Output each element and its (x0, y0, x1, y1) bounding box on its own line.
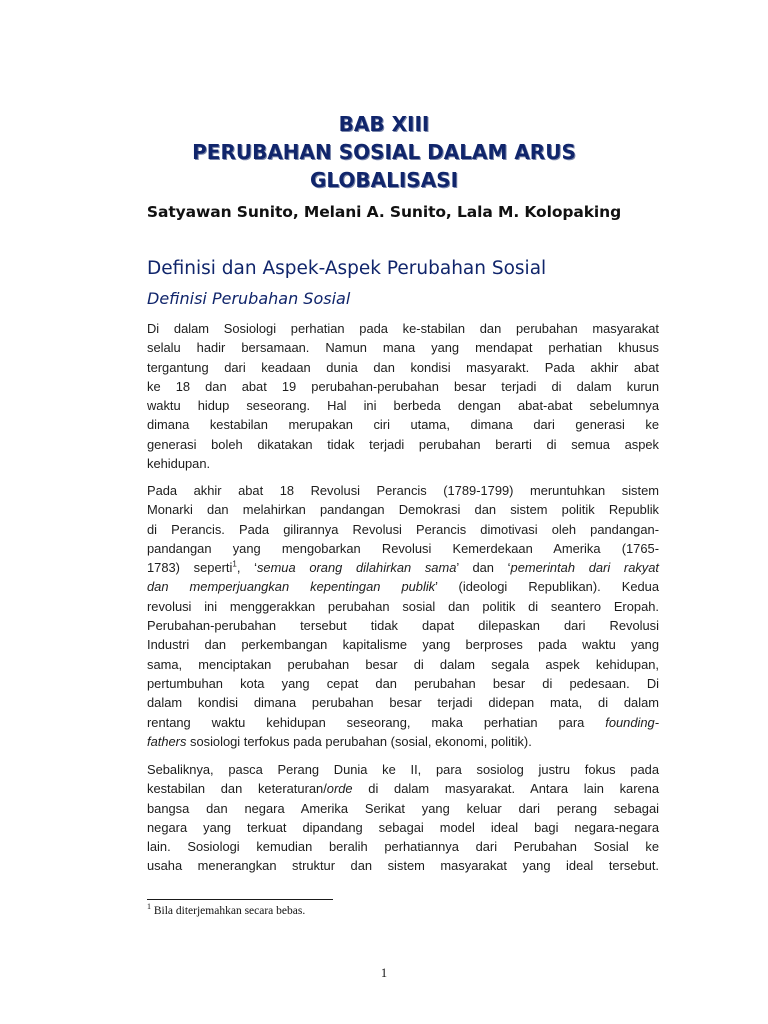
chapter-title-line-1: PERUBAHAN SOSIAL DALAM ARUS (192, 140, 576, 164)
text-run: sosiologi terfokus pada perubahan (sosial, ekonomi, politik). (186, 733, 532, 749)
paragraph-line: dimana kestabilan merupakan ciri utama, dimana dari generasi ke (147, 417, 659, 433)
quoted-phrase: pemerintah dari rakyat (510, 560, 659, 576)
section-heading: Definisi dan Aspek-Aspek Perubahan Sosial (147, 258, 547, 279)
paragraph-line: Industri dan perkembangan kapitalisme yang berproses pada waktu yang (147, 637, 659, 653)
authors: Satyawan Sunito, Melani A. Sunito, Lala M. Kolopaking (146, 203, 622, 221)
footnote-text: Bila diterjemahkan secara bebas. (151, 905, 306, 917)
text-run: ’ dan ‘ (456, 560, 511, 576)
paragraph-line: bangsa dan negara Amerika Serikat yang keluar dari perang sebagai (147, 800, 659, 816)
italic-term: fathers (147, 733, 187, 749)
paragraph-line (147, 558, 659, 577)
paragraph-3 (147, 760, 659, 876)
paragraph-line: Monarki dan melahirkan pandangan Demokrasi dan sistem politik Republik (147, 502, 659, 518)
text-run: kestabilan dan keteraturan/ (147, 781, 327, 797)
footnote (147, 902, 306, 917)
paragraph-line: kehidupan. (147, 456, 211, 472)
paragraph-line (147, 732, 659, 751)
paragraph-line: usaha menerangkan struktur dan sistem masyarakat yang ideal tersebut. (147, 858, 659, 874)
paragraph-line: di Perancis. Pada gilirannya Revolusi Perancis dimotivasi oleh pandangan- (147, 521, 659, 537)
paragraph-line: pandangan yang mengobarkan Revolusi Kemerdekaan Amerika (1765- (147, 540, 659, 556)
page-number: 1 (380, 966, 388, 980)
paragraph-line (147, 779, 659, 798)
quoted-phrase: dan memperjuangkan kepentingan publik (147, 579, 436, 595)
paragraph-line: dalam kondisi dimana perubahan besar terjadi didepan mata, di dalam (147, 695, 659, 711)
paragraph-line: selalu hadir bersamaan. Namun mana yang mendapat perhatian khusus (147, 340, 659, 356)
paragraph-line: negara yang terkuat dipandang sebagai model ideal bagi negara-negara (147, 819, 659, 835)
text-run: rentang waktu kehidupan seseorang, maka perhatian para (147, 714, 606, 730)
paragraph-line: revolusi ini menggerakkan perubahan sosial dan politik di seantero Eropah. (147, 598, 659, 614)
paragraph-line: Di dalam Sosiologi perhatian pada ke-stabilan dan perubahan masyarakat (147, 321, 659, 336)
paragraph-line: pertumbuhan kota yang cepat dan perubahan besar di pedesaan. Di (147, 675, 659, 691)
quoted-phrase: semua orang dilahirkan sama (256, 560, 457, 576)
paragraph-line: lain. Sosiologi kemudian beralih perhatiannya dari Perubahan Sosial ke (147, 839, 659, 855)
paragraph-1 (147, 319, 659, 473)
paragraph-line: Pada akhir abat 18 Revolusi Perancis (1789-1799) meruntuhkan sistem (147, 483, 659, 498)
footnote-reference: 1 (232, 559, 237, 569)
paragraph-line: Sebaliknya, pasca Perang Dunia ke II, para sosiolog justru fokus pada (147, 762, 659, 777)
chapter-number: BAB XIII (338, 112, 430, 136)
paragraph-line: tergantung dari keadaan dunia dan kondisi masyarakt. Pada akhir abat (147, 359, 659, 375)
italic-term: orde (326, 781, 353, 797)
paragraph-line: generasi boleh dikatakan tidak terjadi perubahan berarti di semua aspek (147, 436, 659, 452)
paragraph-line: ke 18 dan abat 19 perubahan-perubahan besar terjadi di dalam kurun (147, 378, 659, 394)
text-run: , ‘ (236, 560, 257, 576)
text-run: ’ (ideologi Republikan). Kedua (435, 579, 659, 595)
text-run: 1783) seperti (147, 560, 233, 576)
chapter-title-line-2: GLOBALISASI (309, 168, 459, 192)
paragraph-line (147, 713, 659, 732)
paragraph-2 (147, 481, 659, 751)
paragraph-line (147, 577, 659, 596)
subsection-heading: Definisi Perubahan Sosial (147, 289, 351, 308)
paragraph-line: waktu hidup seseorang. Hal ini berbeda dengan abat-abat sebelumnya (147, 398, 659, 414)
text-run: di dalam masyarakat. Antara lain karena (352, 781, 659, 797)
paragraph-line: Perubahan-perubahan tersebut tidak dapat dilepaskan dari Revolusi (147, 618, 659, 634)
italic-term: founding- (605, 714, 659, 730)
paragraph-line: sama, menciptakan perubahan besar di dalam segala aspek kehidupan, (147, 656, 659, 672)
footnote-divider (147, 899, 333, 900)
footnote-marker: 1 (147, 902, 151, 912)
